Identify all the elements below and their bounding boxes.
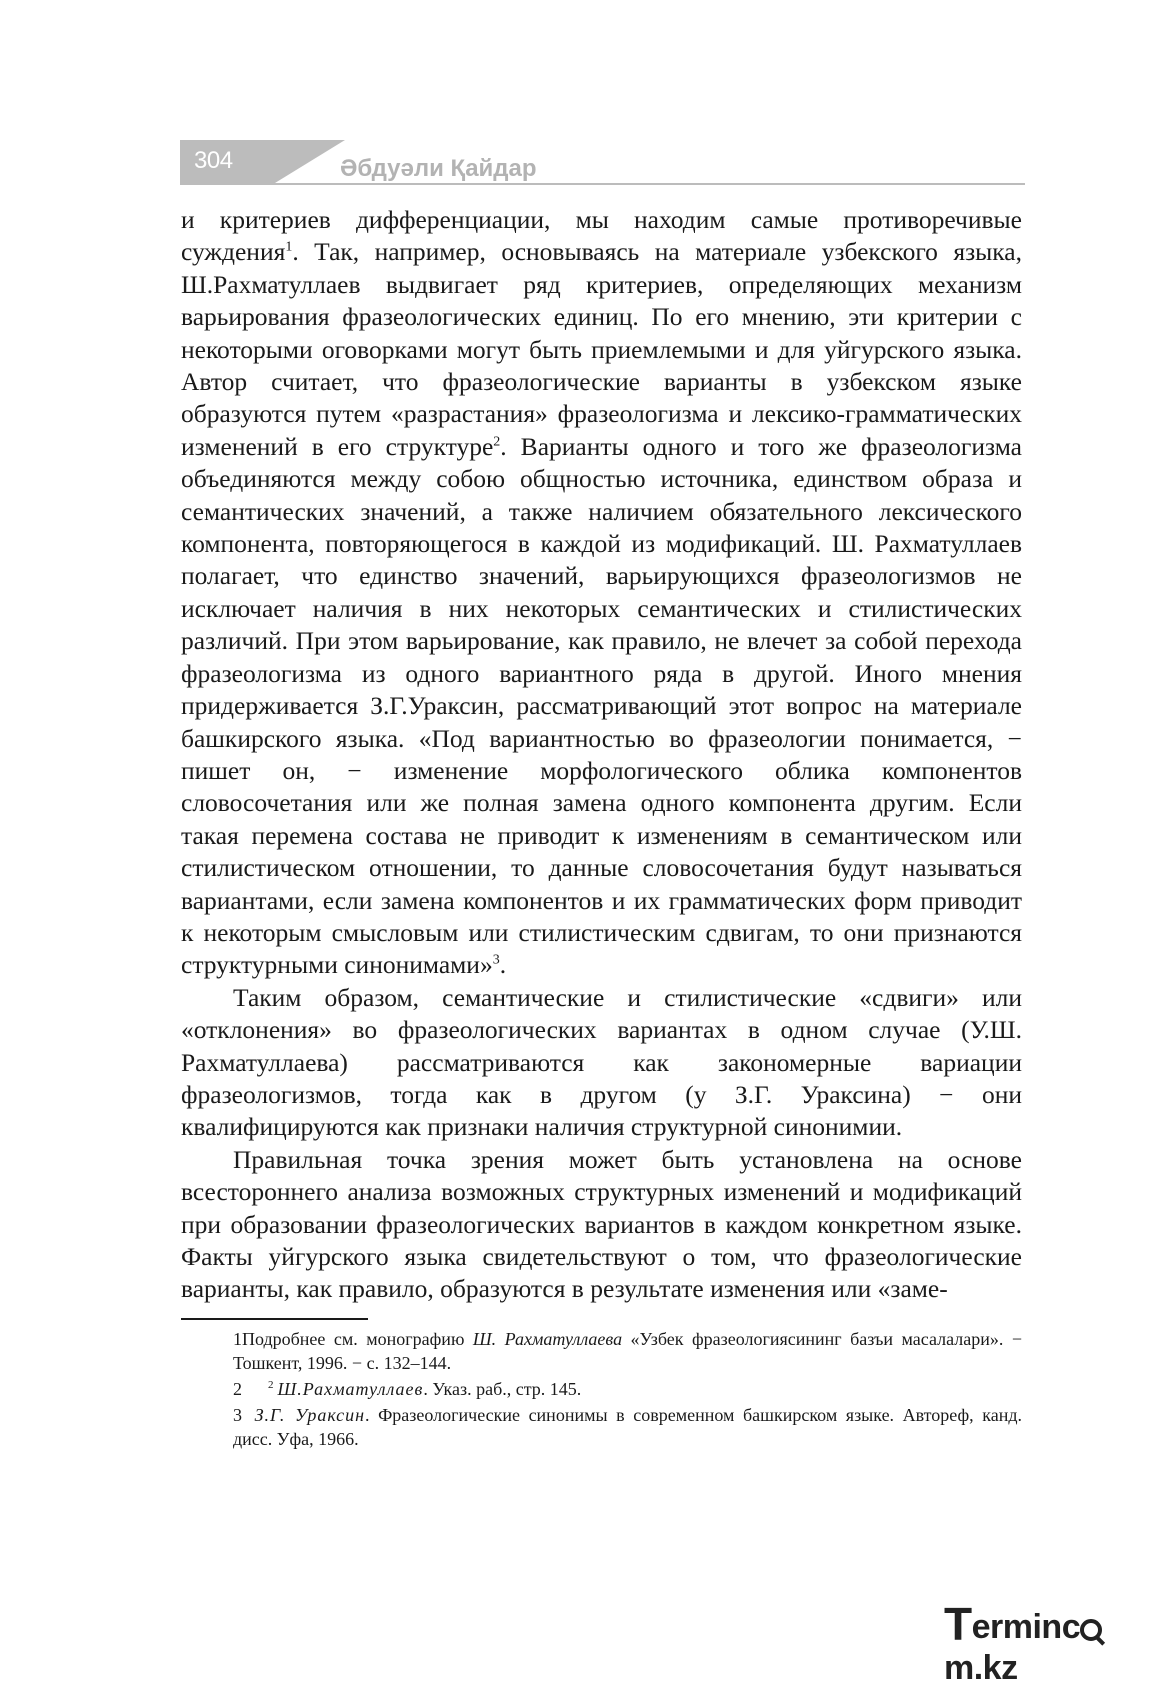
watermark-t: T (944, 1598, 972, 1650)
page-number: 304 (194, 147, 233, 174)
footnote-3-text: . Фразеологические синонимы в современном башкирском языке. Автореф, канд. дисс. Уфа, 1966. (233, 1405, 1023, 1449)
footnote-ref-1: 1 (285, 239, 293, 255)
footnote-3-number: 3 (233, 1405, 242, 1425)
footnote-3-author: З.Г. Ураксин (254, 1405, 365, 1425)
footnote-1-text-a: Подробнее см. монографию (242, 1329, 473, 1349)
footnote-ref-2: 2 (493, 434, 501, 450)
magnifier-icon (1080, 1619, 1102, 1641)
watermark-text-1: erminc (971, 1608, 1081, 1646)
watermark-text-2: m.kz (944, 1649, 1018, 1687)
paragraph-2: Таким образом, семантические и стилистические «сдвиги» или «отклонения» во фразеологических вариантах в одном случае (У.Ш. Рахматуллаева) рассматриваются как закономерные вариации фразеологизмов, тогда как в другом (у З.Г. Ураксина) − они квалифицируются как признаки наличия структурной синонимии. (181, 982, 1022, 1142)
paragraph-3: Правильная точка зрения может быть установлена на основе всестороннего анализа возможных структурных изменений и модификаций при образовании фразеологических вариантов в каждом конкретном языке. Факты уйгурского языка свидетельствуют о том, что фразеологические варианты, как правило, образуются в результате изменения или «заме- (181, 1144, 1022, 1304)
page-tab-slope (275, 140, 345, 183)
footnotes (181, 1327, 1022, 1453)
termincom-watermark-logo (944, 1595, 1144, 1687)
p1-part-d: . (499, 950, 507, 980)
footnote-1-text-b: «Узбек фразеологиясининг базъи масалалари». − Тошкент, 1996. − с. 132–144. (233, 1329, 1022, 1373)
footnote-1-number: 1 (233, 1329, 242, 1349)
header-rule (180, 183, 1025, 185)
p1-part-b: . Так, например, основываясь на материале узбекского языка, Ш.Рахматуллаев выдвигает ряд критериев, определяющих механизм варьирования фразеологических единиц. По его мнению, эти критерии с некоторыми оговорками могут быть приемлемыми и для уйгурского языка. Автор считает, что фразеологические варианты в узбекском языке образуются путем «разрастания» фразеологизма и лексико-грамматических изменений в его структуре (181, 237, 1022, 461)
footnote-2-author: Ш.Рахматуллаев (277, 1379, 424, 1399)
footnote-1-author: Ш. Рахматуллаева (472, 1329, 623, 1349)
running-header (180, 140, 1025, 190)
p1-part-c: . Варианты одного и того же фразеологизма объединяются между собою общностью источника, единством образа и семантических значений, а также наличием обязательного лексического компонента, повторяющегося в каждой из модификаций. Ш. Рахматуллаев полагает, что единство значений, варьирующихся фразеологизмов не исключает наличия в них некоторых семантических и стилистических различий. При этом варьирование, как правило, не влечет за собой перехода фразеологизма из одного вариантного ряда в другой. Иного мнения придерживается З.Г.Ураксин, рассматривающий этот вопрос на материале башкирского языка. «Под вариантностью во фразеологии понимается, − пишет он, − изменение морфологического облика компонентов словосочетания или же полная замена одного компонента другим. Если такая перемена состава не приводит к изменениям в семантическом или стилистическом отношении, то данные словосочетания будут называться вариантами, если замена компонентов и их грамматических форм приводит к некоторым смысловым или стилистическим сдвигам, то они признаются структурными синонимами» (181, 431, 1022, 980)
footnote-2 (181, 1377, 1022, 1401)
footnote-2-number: 2 (233, 1379, 242, 1399)
footnote-1 (181, 1327, 1022, 1375)
paragraph-1 (181, 204, 1022, 982)
p1-part-a: и критериев дифференциации, мы находим самые противоречивые суждения (181, 205, 1022, 267)
footnote-ref-3: 3 (492, 952, 500, 968)
footnote-rule (181, 1318, 368, 1320)
body-text (181, 204, 1022, 1306)
footnote-3 (181, 1403, 1022, 1451)
footnote-2-sup: 2 (268, 1379, 274, 1391)
header-author: Әбдуәли Қайдар (340, 155, 537, 182)
footnote-2-text: . Указ. раб., стр. 145. (423, 1379, 582, 1399)
